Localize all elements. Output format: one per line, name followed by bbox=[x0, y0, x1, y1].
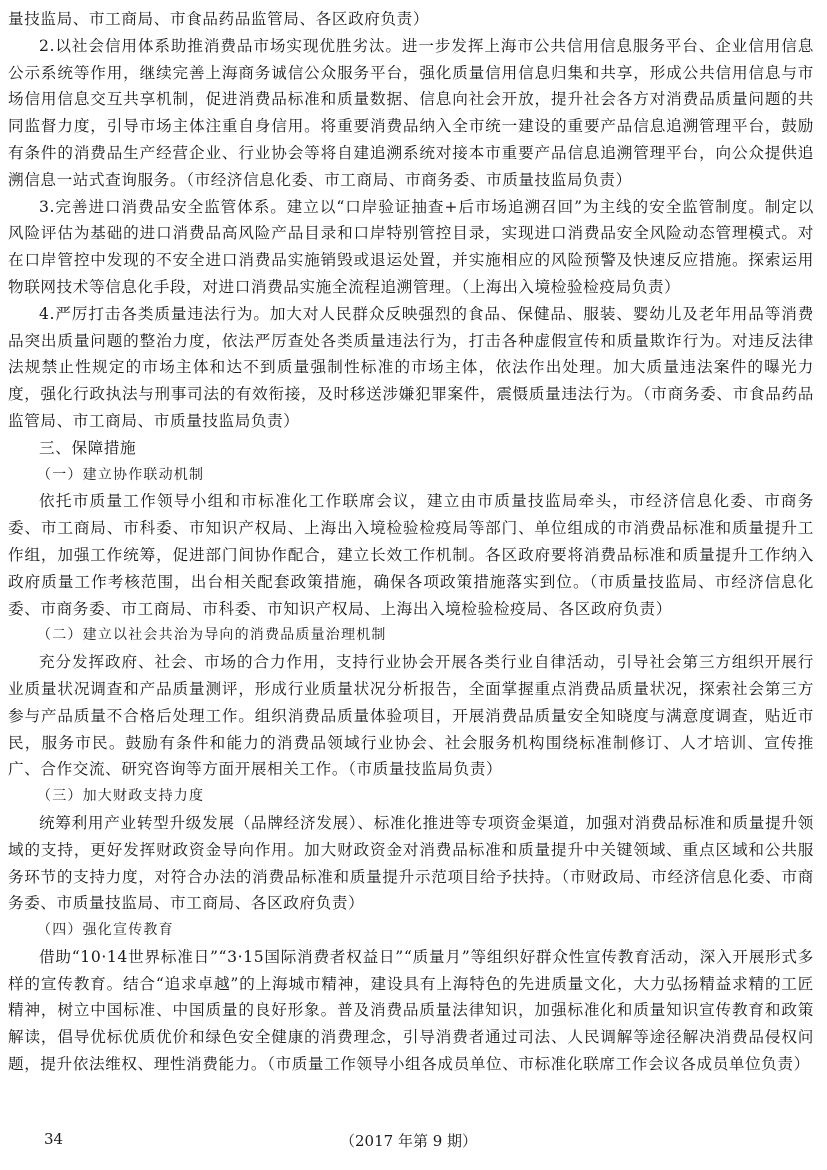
paragraph-continuation: 量技监局、市工商局、市食品药品监管局、各区政府负责） bbox=[8, 10, 430, 28]
paragraph-credit-system: 2.以社会信用体系助推消费品市场实现优胜劣汰。进一步发挥上海市公共信用信息服务平台、企业信用信息公示系统等作用，继续完善上海商务诚信公众服务平台，强化质量信用信息归集和共享，形成公共信用信息与市场信用信息交互共享机制，促进消费品标准和质量数据、信息向社会开放，提升社会各方对消费品质量问题的共同监督力度，引导市场主体注重自身信用。将重要消费品纳入全市统一建设的重要产品信息追溯管理平台，鼓励有条件的消费品生产经营企业、行业协会等将自建追溯系统对接本市重要产品信息追溯管理平台，向公众提供追溯信息一站式查询服务。（市经济信息化委、市工商局、市商务委、市质量技监局负责） bbox=[8, 36, 814, 189]
subsection-body-1: 依托市质量工作领导小组和市标准化工作联席会议，建立由市质量技监局牵头，市经济信息化委、市商务委、市工商局、市科委、市知识产权局、上海出入境检验检疫局等部门、单位组成的市消费品标准和质量提升工作组，加强工作统筹，促进部门间协作配合，建立长效工作机制。各区政府要将消费品标准和质量提升工作纳入政府质量工作考核范围，出台相关配套政策措施，确保各项政策措施落实到位。（市质量技监局、市经济信息化委、市商务委、市工商局、市科委、市知识产权局、上海出入境检验检疫局、各区政府负责） bbox=[8, 492, 814, 618]
page-number: 34 bbox=[44, 1130, 64, 1148]
subsection-body-3: 统筹利用产业转型升级发展（品牌经济发展）、标准化推进等专项资金渠道，加强对消费品标准和质量提升领域的支持，更好发挥财政资金导向作用。加大财政资金对消费品标准和质量提升中关键领域、重点区域和公共服务环节的支持力度，对符合办法的消费品标准和质量提升示范项目给予扶持。（市财政局、市经济信息化委、市商务委、市质量技监局、市工商局、各区政府负责） bbox=[8, 813, 814, 913]
subsection-heading-4: （四）强化宣传教育 bbox=[37, 922, 174, 939]
subsection-heading-1: （一）建立协作联动机制 bbox=[37, 466, 205, 483]
paragraph-quality-violations: 4.严厉打击各类质量违法行为。加大对人民群众反映强烈的食品、保健品、服装、婴幼儿及老年用品等消费品突出质量问题的整治力度，依法严厉查处各类质量违法行为，打击各种虚假宣传和质量欺诈行为。对违反法律法规禁止性规定的市场主体和达不到质量强制性标准的市场主体，依法作出处理。加大质量违法案件的曝光力度，强化行政执法与刑事司法的有效衔接，及时移送涉嫌犯罪案件，震慑质量违法行为。（市商务委、市食品药品监管局、市工商局、市质量技监局负责） bbox=[8, 304, 814, 430]
issue-label: （2017 年第 9 期） bbox=[340, 1132, 478, 1150]
paragraph-import-supervision: 3.完善进口消费品安全监管体系。建立以“口岸验证抽查+后市场追溯召回”为主线的安全监管制度。制定以风险评估为基础的进口消费品高风险产品目录和口岸特别管控目录，实现进口消费品安全风险动态管理模式。对在口岸管控中发现的不安全进口消费品实施销毁或退运处置，并实施相应的风险预警及快速反应措施。探索运用物联网技术等信息化手段，对进口消费品实施全流程追溯管理。（上海出入境检验检疫局负责） bbox=[8, 197, 814, 296]
section-heading: 三、保障措施 bbox=[39, 438, 137, 457]
subsection-body-2: 充分发挥政府、社会、市场的合力作用，支持行业协会开展各类行业自律活动，引导社会第三方组织开展行业质量状况调查和产品质量测评，形成行业质量状况分析报告，全面掌握重点消费品质量状况，探索社会第三方参与产品质量不合格后处理工作。组织消费品质量体验项目，开展消费品质量安全知晓度与满意度调查，贴近市民，服务市民。鼓励有条件和能力的消费品领域行业协会、社会服务机构围绕标准制修订、人才培训、宣传推广、合作交流、研究咨询等方面开展相关工作。（市质量技监局负责） bbox=[8, 653, 814, 779]
subsection-heading-2: （二）建立以社会共治为导向的消费品质量治理机制 bbox=[37, 627, 387, 644]
subsection-heading-3: （三）加大财政支持力度 bbox=[37, 788, 205, 805]
document-page bbox=[8, 6, 814, 1078]
page-footer bbox=[0, 1126, 827, 1156]
subsection-body-4: 借助“10·14世界标准日”“3·15国际消费者权益日”“质量月”等组织好群众性宣传教育活动，深入开展形式多样的宣传教育。结合“追求卓越”的上海城市精神，建设具有上海特色的先进质量文化，大力弘扬精益求精的工匠精神，树立中国标准、中国质量的良好形象。普及消费品质量法律知识，加强标准化和质量知识宣传教育和政策解读，倡导优标优质优价和绿色安全健康的消费理念，引导消费者通过司法、人民调解等途径解决消费品侵权问题，提升依法维权、理性消费能力。（市质量工作领导小组各成员单位、市标准化联席工作会议各成员单位负责） bbox=[8, 947, 814, 1074]
